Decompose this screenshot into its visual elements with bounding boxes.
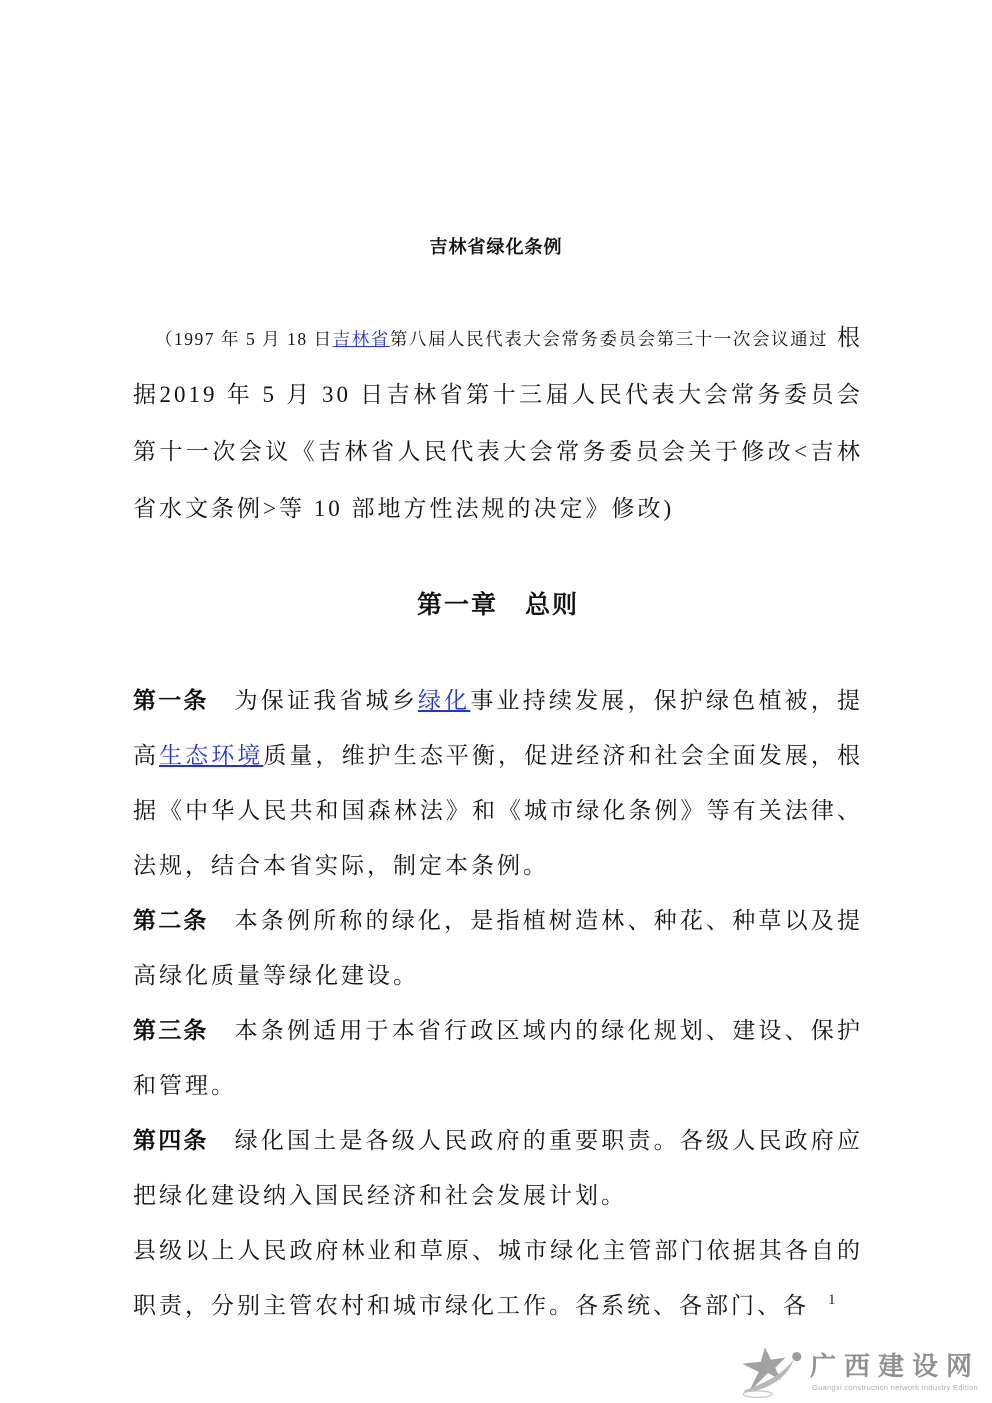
article-1-seg3: 质量，维护生态平衡，促进经济和社会全面发展，根据《中华人民共和国森林法》和《城市绿化条例》等有关法律、法规，结合本省实际，制定本条例。: [133, 743, 864, 878]
article-4: [133, 1113, 863, 1223]
title-spacer: [133, 0, 863, 295]
link-ecological-environment[interactable]: 生态环境: [159, 743, 264, 768]
preamble-paragraph: [133, 311, 863, 539]
article-3-label: 第三条: [133, 1017, 209, 1043]
article-1-seg2: 事业持续发展，保护绿色植被，提高: [133, 688, 864, 768]
star-logo-icon: [734, 1345, 806, 1399]
article-3: [133, 1003, 863, 1113]
article-1-label: 第一条: [133, 687, 209, 713]
preamble-amendment: 2019 年 5 月 30 日吉林省第十三届人民代表大会常务委员会第十一次会议《吉林省人民代表大会常务委员会关于修改<吉林省水文条例>等 10 部地方性法规的决定》修改): [133, 382, 864, 521]
preamble-intro-rest: 第八届人民代表大会常务委员会第三十一次会议通过: [389, 329, 829, 349]
page-number: 1: [828, 1292, 836, 1308]
preamble-intro-open: （1997 年 5 月 18 日: [155, 329, 333, 349]
article-4-continuation-text: 县级以上人民政府林业和草原、城市绿化主管部门依据其各自的职责，分别主管农村和城市绿化工作。各系统、各部门、各: [133, 1238, 863, 1318]
logo-text: [810, 1353, 980, 1392]
link-jilin-province[interactable]: 吉林省: [332, 329, 390, 349]
article-4-continuation: [133, 1223, 863, 1333]
article-1: [133, 673, 863, 893]
link-greening[interactable]: 绿化: [417, 688, 471, 713]
guangxi-construction-network-logo: [734, 1345, 980, 1399]
preamble-genju: 根据: [133, 325, 864, 407]
logo-tagline: Guangxi construction network Industry Edition: [811, 1382, 979, 1392]
article-2-label: 第二条: [133, 907, 209, 933]
article-4-text: 绿化国土是各级人民政府的重要职责。各级人民政府应把绿化建设纳入国民经济和社会发展计划。: [133, 1128, 864, 1208]
document-body: [133, 0, 863, 1333]
document-title: 吉林省绿化条例: [429, 237, 563, 257]
articles-block: [133, 673, 863, 1333]
article-1-seg1: 为保证我省城乡: [234, 688, 418, 713]
logo-site-name: 广西建设网: [809, 1351, 980, 1381]
article-2: [133, 893, 863, 1003]
article-2-text: 本条例所称的绿化，是指植树造林、种花、种草以及提高绿化质量等绿化建设。: [133, 908, 864, 988]
article-4-label: 第四条: [133, 1127, 209, 1153]
chapter-1-heading: 第一章 总则: [416, 591, 579, 619]
article-3-text: 本条例适用于本省行政区域内的绿化规划、建设、保护和管理。: [133, 1018, 864, 1098]
